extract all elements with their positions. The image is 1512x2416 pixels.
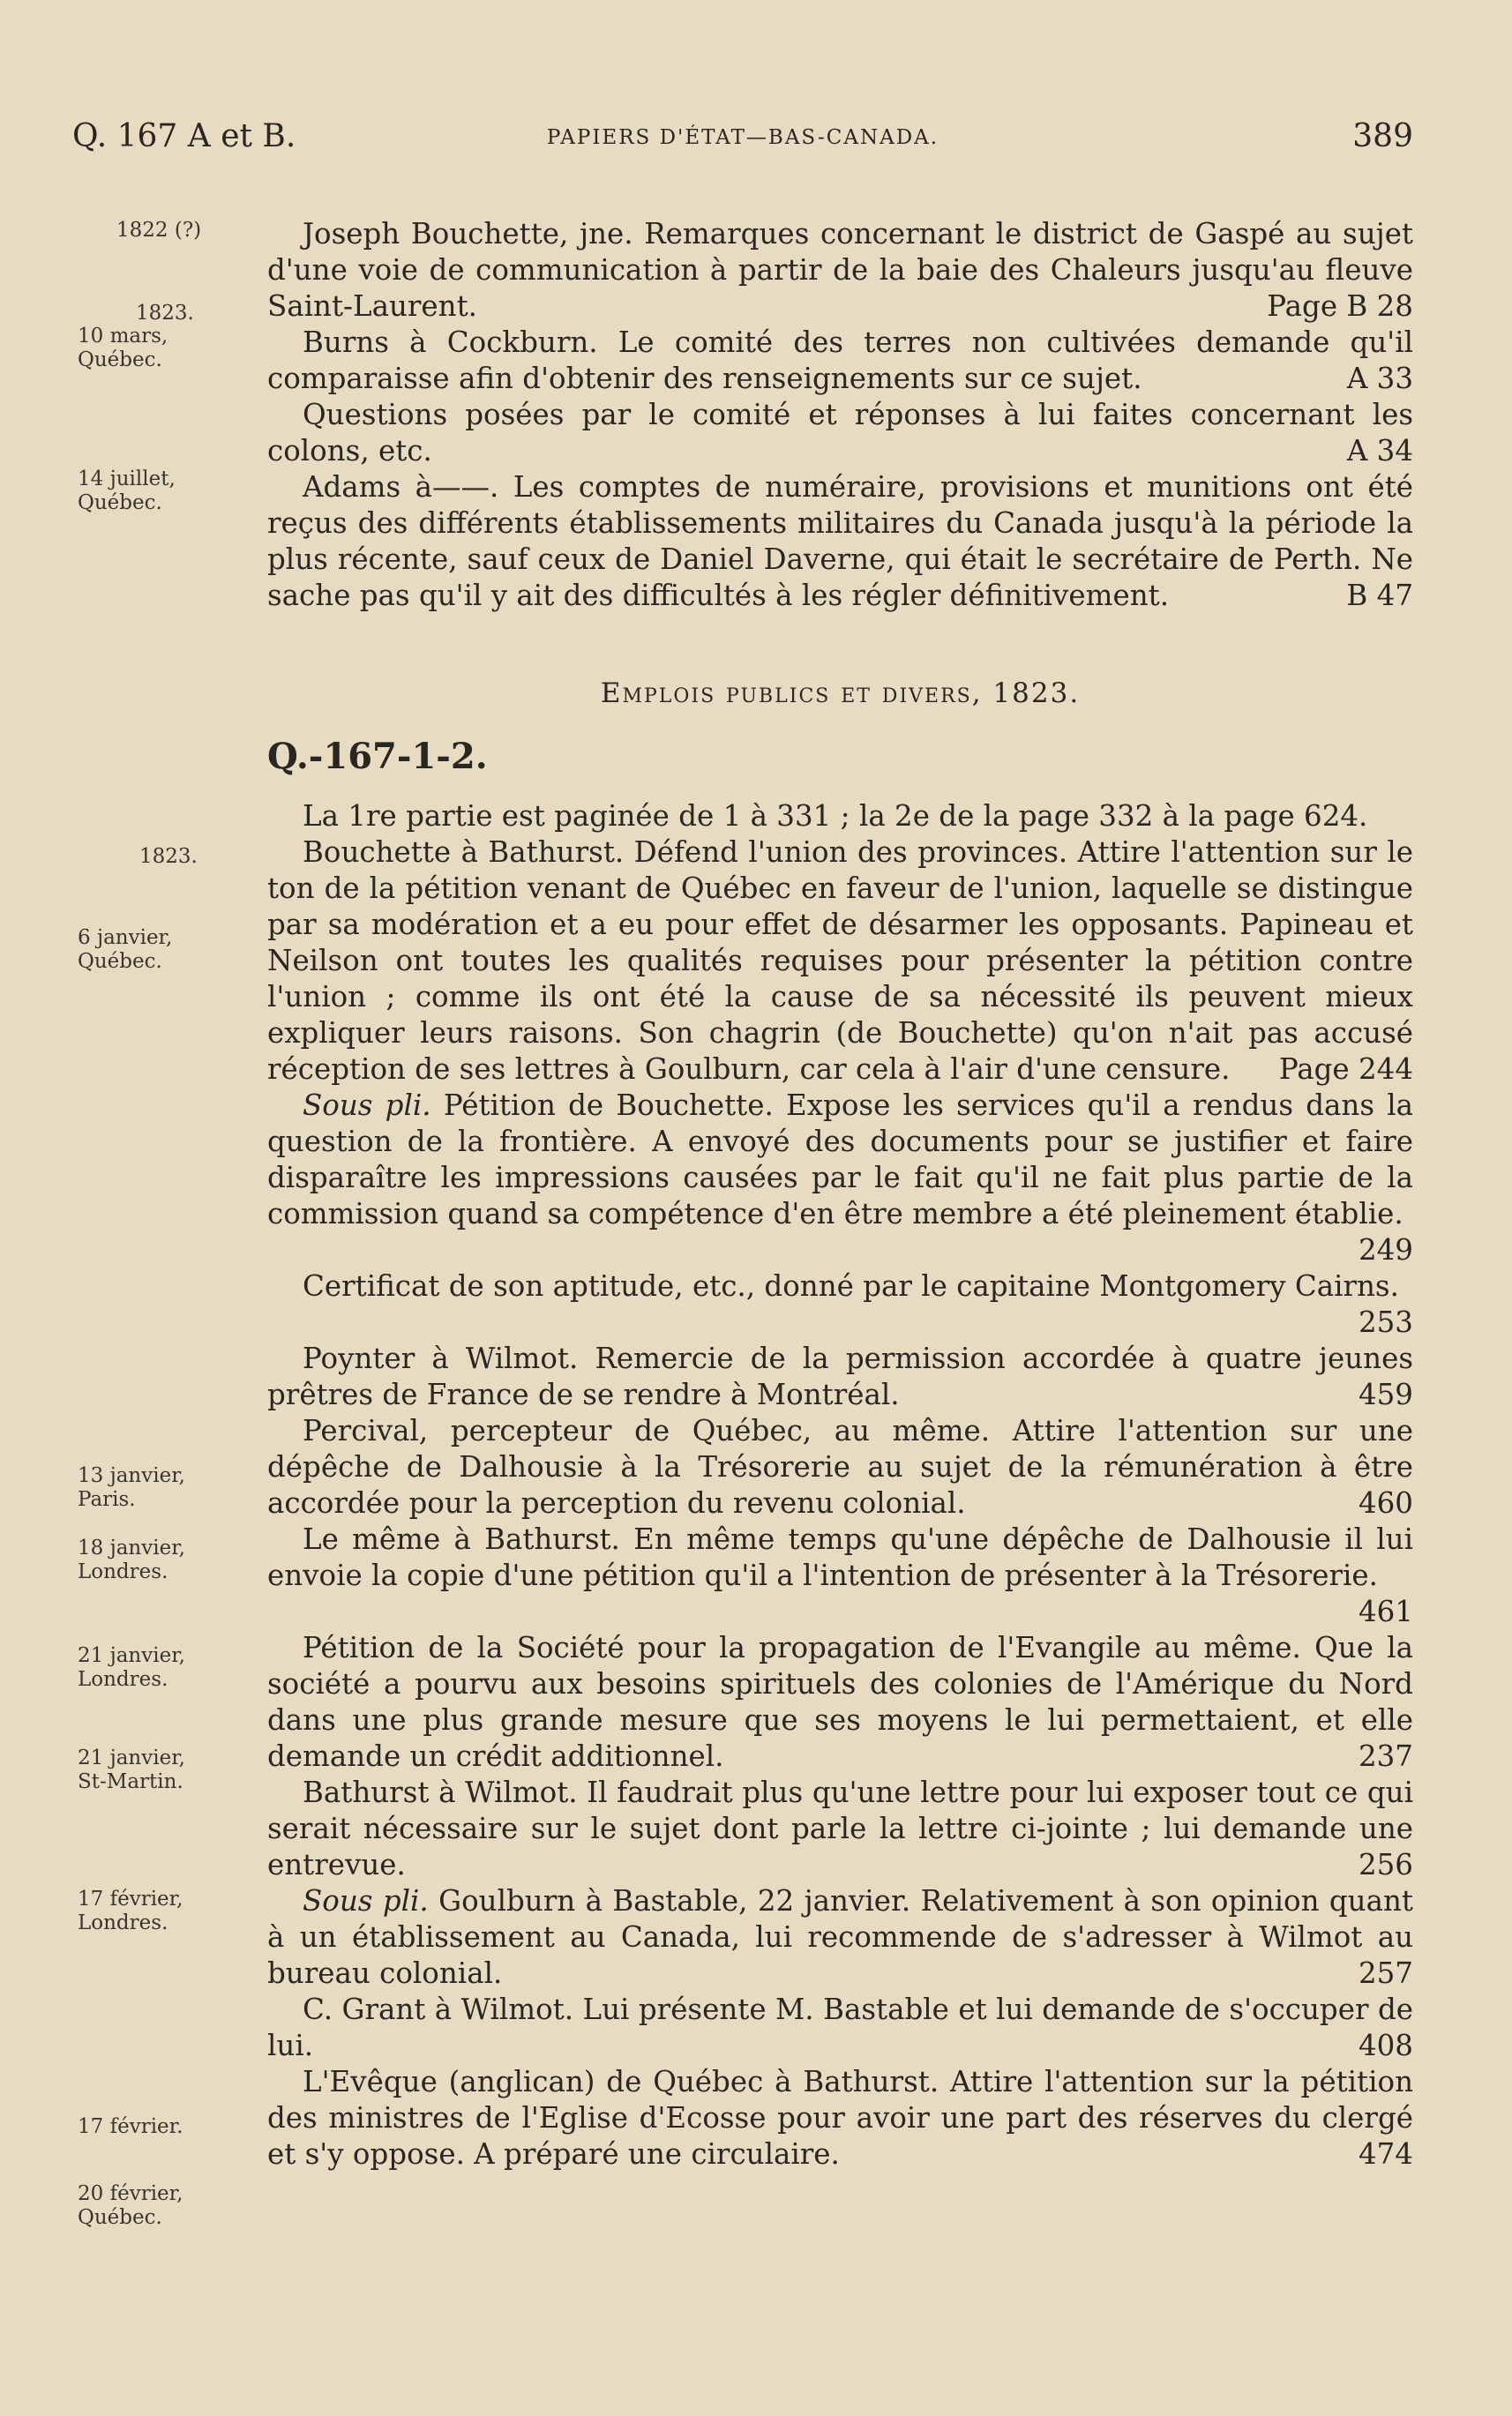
entry: Le même à Bathurst. En même temps qu'une dépêche de Dalhousie il lui envoie la copie d'une pétition qu'il a l'intention de présenter à la Trésorerie. 461 — [267, 1522, 1413, 1628]
volume-label: Q.-167-1-2. — [267, 736, 488, 777]
entry-page-ref: 461 — [1358, 1595, 1413, 1628]
pagination-note: La 1re partie est paginée de 1 à 331 ; la 2e de la page 332 à la page 624. — [303, 799, 1368, 833]
entry: Percival, percepteur de Québec, au même. Attire l'attention sur une dépêche de Dalhousie à la Trésorerie au sujet de la rémunération à être accordée pour la perception du revenu colonial. 460 — [267, 1414, 1413, 1520]
margin-date: 21 janvier, Londres. — [78, 1644, 185, 1691]
margin-date: 1822 (?) — [116, 219, 202, 242]
margin-date: 10 mars, Québec. — [78, 325, 168, 371]
entry: Bathurst à Wilmot. Il faudrait plus qu'une lettre pour lui exposer tout ce qui serait nécessaire sur le sujet dont parle la lettre ci-jointe ; lui demande une entrevue. 256 — [267, 1776, 1413, 1881]
margin-date: 14 juillet, Québec. — [78, 467, 176, 514]
margin-date: 6 janvier, Québec. — [78, 926, 173, 973]
entry-page-ref: 237 — [1358, 1739, 1413, 1773]
entry: Bouchette à Bathurst. Défend l'union des provinces. Attire l'attention sur le ton de la pétition venant de Québec en faveur de l'union, laquelle se distingue par sa modération et a eu pour effet de désarmer les opposants. Papineau et Neilson ont toutes les qualités requises pour présenter la pétition contre l'union ; comme ils ont été la cause de sa nécessité ils peuvent mieux expliquer leurs raisons. Son chagrin (de Bouchette) qu'on n'ait pas accusé réception de ses lettres à Goulburn, car cela à l'air d'une censure. Page 244 — [267, 835, 1413, 1086]
margin-date: 1823. — [136, 302, 194, 325]
section-title: Emplois publics et divers, 1823. — [600, 677, 1081, 709]
header-title: PAPIERS D'ÉTAT—BAS-CANADA. — [546, 126, 939, 149]
margin-date: 17 février. — [78, 2115, 183, 2138]
entry: Pétition de la Société pour la propagation de l'Evangile au même. Que la société a pourvu aux besoins spirituels des colonies de l'Amérique du Nord dans une plus grande mesure que ses moyens le lui permettaient, et elle demande un crédit additionnel. 237 — [267, 1631, 1413, 1773]
entry: Adams à——. Les comptes de numéraire, provisions et munitions ont été reçus des différents établissements militaires du Canada jusqu'à la période la plus récente, sauf ceux de Daniel Daverne, qui était le secrétaire de Perth. Ne sache pas qu'il y ait des difficultés à les régler définitivement. B 47 — [267, 470, 1413, 612]
entry: Sous pli. Pétition de Bouchette. Expose les services qu'il a rendus dans la question de la frontière. A envoyé des documents pour se justifier et faire disparaître les impressions causées par le fait qu'il ne fait plus partie de la commission quand sa compétence d'en être membre a été pleinement établie. 249 — [267, 1088, 1414, 1267]
entry: Certificat de son aptitude, etc., donné par le capitaine Montgomery Cairns. 253 — [303, 1269, 1413, 1339]
page-header — [72, 118, 1413, 162]
entry-page-ref: 459 — [1358, 1378, 1413, 1411]
entry-page-ref: Page 244 — [1278, 1052, 1413, 1086]
entry-page-ref: 249 — [1358, 1233, 1413, 1267]
margin-date: 20 février, Québec. — [78, 2182, 183, 2229]
entry-page-ref: B 47 — [1346, 579, 1413, 612]
entry: Questions posées par le comité et réponses à lui faites concernant les colons, etc. A 34 — [267, 398, 1413, 467]
entry-page-ref: 253 — [1358, 1305, 1413, 1339]
entry-page-ref: 257 — [1358, 1956, 1413, 1990]
entry-page-ref: Page B 28 — [1267, 289, 1413, 323]
entry: Poynter à Wilmot. Remercie de la permission accordée à quatre jeunes prêtres de France de se rendre à Montréal. 459 — [267, 1342, 1413, 1411]
entry-page-ref: 256 — [1358, 1848, 1413, 1881]
page-number: 389 — [1352, 118, 1413, 154]
entry-page-ref: A 34 — [1346, 434, 1413, 467]
header-reference: Q. 167 A et B. — [72, 118, 296, 154]
entry: Joseph Bouchette, jne. Remarques concernant le district de Gaspé au sujet d'une voie de communication à partir de la baie des Chaleurs jusqu'au fleuve Saint-Laurent. Page B 28 — [267, 217, 1413, 323]
entry: Sous pli. Goulburn à Bastable, 22 janvier. Relativement à son opinion quant à un établissement au Canada, lui recommende de s'adresser à Wilmot au bureau colonial. 257 — [267, 1884, 1413, 1990]
entry-page-ref: 408 — [1358, 2029, 1413, 2062]
page-body — [267, 216, 1413, 2173]
entry-page-ref: A 33 — [1346, 362, 1413, 395]
margin-date: 1823. — [139, 845, 198, 868]
entry: L'Evêque (anglican) de Québec à Bathurst. Attire l'attention sur la pétition des ministres de l'Eglise d'Ecosse pour avoir une part des réserves du clergé et s'y oppose. A préparé une circulaire. 474 — [267, 2065, 1413, 2171]
margin-date: 18 janvier, Londres. — [78, 1537, 185, 1583]
margin-date: 21 janvier, St-Martin. — [78, 1747, 185, 1793]
entry: C. Grant à Wilmot. Lui présente M. Bastable et lui demande de s'occuper de lui. 408 — [267, 1993, 1413, 2062]
entry-page-ref: 474 — [1358, 2137, 1413, 2171]
entry: Burns à Cockburn. Le comité des terres non cultivées demande qu'il comparaisse afin d'obtenir des renseignements sur ce sujet. A 33 — [267, 325, 1413, 395]
margin-date: 13 janvier, Paris. — [78, 1464, 185, 1511]
entry-page-ref: 460 — [1358, 1486, 1413, 1520]
margin-date: 17 février, Londres. — [78, 1888, 183, 1934]
